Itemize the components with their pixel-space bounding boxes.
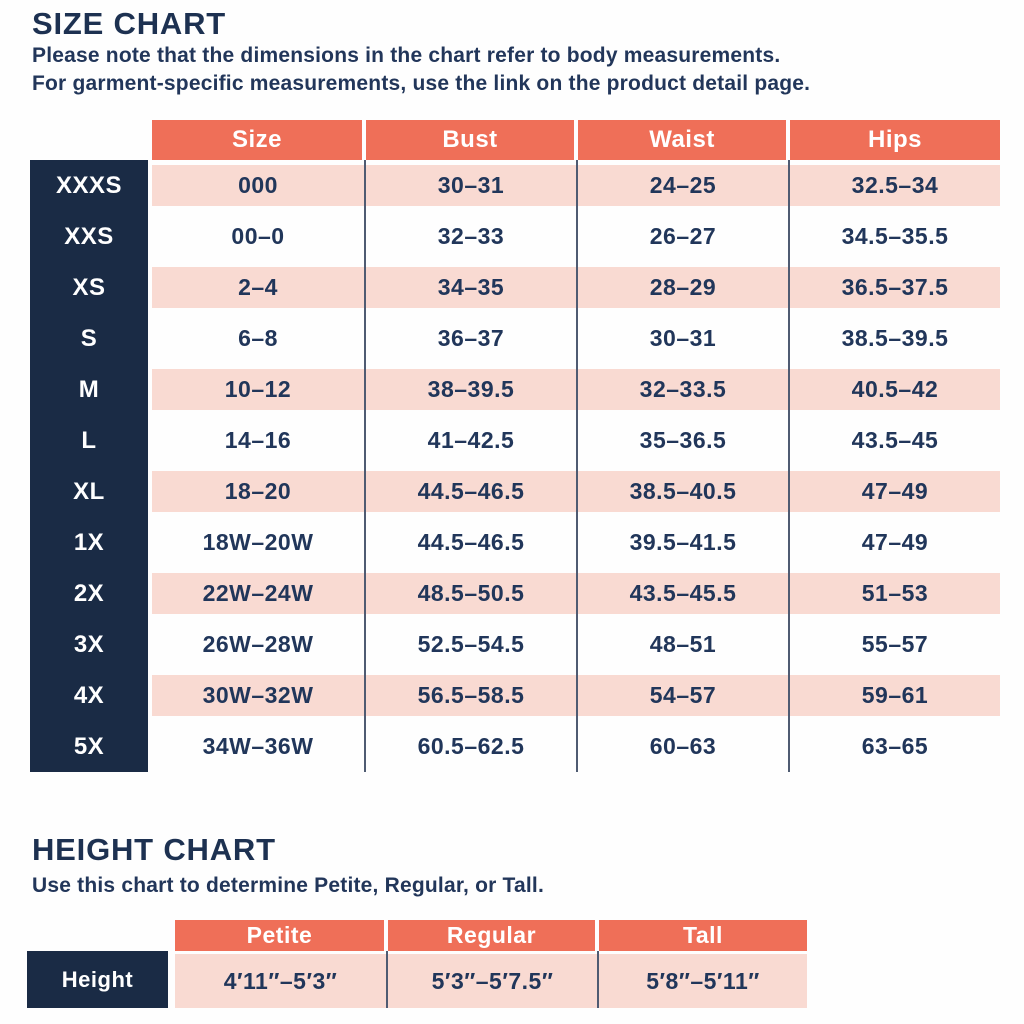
cell-size: 26W–28W xyxy=(202,631,314,657)
cell-hips: 47–49 xyxy=(861,529,929,555)
cell-petite-range: 4′11″–5′3″ xyxy=(175,954,386,1008)
table-row-m xyxy=(30,364,1000,415)
table-row-xxs xyxy=(30,211,1000,262)
row-label: XXXS xyxy=(30,160,148,211)
cell-bust: 30–31 xyxy=(366,165,576,206)
cell-size: 18W–20W xyxy=(202,529,314,555)
table-row-5x xyxy=(30,721,1000,772)
header-corner-spacer xyxy=(30,120,148,160)
cell-size: 10–12 xyxy=(152,369,364,410)
table-row-1x xyxy=(30,517,1000,568)
row-label: 4X xyxy=(30,670,148,721)
cell-bust: 44.5–46.5 xyxy=(417,529,525,555)
height-chart-subtitle: Use this chart to determine Petite, Regular, or Tall. xyxy=(32,874,545,897)
table-row-s xyxy=(30,313,1000,364)
row-label: L xyxy=(30,415,148,466)
cell-waist: 28–29 xyxy=(578,267,788,308)
cell-waist: 30–31 xyxy=(649,325,717,351)
cell-size: 30W–32W xyxy=(152,675,364,716)
cell-size: 22W–24W xyxy=(152,573,364,614)
row-label-height: Height xyxy=(27,951,168,1008)
cell-hips: 43.5–45 xyxy=(851,427,939,453)
column-header-hips: Hips xyxy=(790,120,1000,160)
cell-hips: 51–53 xyxy=(790,573,1000,614)
cell-regular-range: 5′3″–5′7.5″ xyxy=(388,954,597,1008)
header-corner-spacer xyxy=(27,920,168,951)
cell-waist: 39.5–41.5 xyxy=(629,529,737,555)
cell-hips: 47–49 xyxy=(790,471,1000,512)
column-header-petite: Petite xyxy=(175,920,384,951)
cell-size: 000 xyxy=(152,165,364,206)
table-row-xxxs xyxy=(30,160,1000,211)
size-chart-title: SIZE CHART xyxy=(32,6,226,41)
cell-hips: 55–57 xyxy=(861,631,929,657)
cell-waist: 26–27 xyxy=(649,223,717,249)
size-chart-header-row xyxy=(30,120,1000,160)
height-chart-header-row xyxy=(27,920,807,951)
row-label: S xyxy=(30,313,148,364)
row-label: XS xyxy=(30,262,148,313)
cell-bust: 38–39.5 xyxy=(366,369,576,410)
column-header-waist: Waist xyxy=(578,120,786,160)
cell-hips: 63–65 xyxy=(861,733,929,759)
cell-tall-range: 5′8″–5′11″ xyxy=(599,954,807,1008)
table-row-l xyxy=(30,415,1000,466)
cell-bust: 34–35 xyxy=(366,267,576,308)
height-chart-table xyxy=(27,920,807,1008)
cell-bust: 32–33 xyxy=(437,223,505,249)
cell-hips: 38.5–39.5 xyxy=(841,325,949,351)
row-label: 1X xyxy=(30,517,148,568)
cell-size: 00–0 xyxy=(231,223,285,249)
cell-size: 2–4 xyxy=(152,267,364,308)
row-label: XL xyxy=(30,466,148,517)
size-chart-subtitle-line1: Please note that the dimensions in the chart refer to body measurements. xyxy=(32,44,781,67)
row-label: 5X xyxy=(30,721,148,772)
cell-bust: 41–42.5 xyxy=(427,427,515,453)
cell-waist: 54–57 xyxy=(578,675,788,716)
row-label: M xyxy=(30,364,148,415)
cell-bust: 56.5–58.5 xyxy=(366,675,576,716)
cell-hips: 59–61 xyxy=(790,675,1000,716)
table-row-2x xyxy=(30,568,1000,619)
height-row xyxy=(27,951,807,1008)
size-chart-subtitle xyxy=(32,42,810,98)
cell-bust: 48.5–50.5 xyxy=(366,573,576,614)
cell-bust: 60.5–62.5 xyxy=(417,733,525,759)
cell-bust: 36–37 xyxy=(437,325,505,351)
cell-waist: 60–63 xyxy=(649,733,717,759)
row-label: XXS xyxy=(30,211,148,262)
table-row-xl xyxy=(30,466,1000,517)
table-row-xs xyxy=(30,262,1000,313)
cell-waist: 35–36.5 xyxy=(639,427,727,453)
height-chart-title: HEIGHT CHART xyxy=(32,832,276,867)
row-label: 2X xyxy=(30,568,148,619)
table-row-3x xyxy=(30,619,1000,670)
cell-bust: 52.5–54.5 xyxy=(417,631,525,657)
cell-hips: 36.5–37.5 xyxy=(790,267,1000,308)
cell-waist: 48–51 xyxy=(649,631,717,657)
cell-hips: 32.5–34 xyxy=(790,165,1000,206)
cell-size: 18–20 xyxy=(152,471,364,512)
column-header-regular: Regular xyxy=(388,920,595,951)
cell-size: 34W–36W xyxy=(202,733,314,759)
cell-waist: 24–25 xyxy=(578,165,788,206)
cell-hips: 34.5–35.5 xyxy=(841,223,949,249)
column-header-tall: Tall xyxy=(599,920,807,951)
cell-waist: 43.5–45.5 xyxy=(578,573,788,614)
cell-hips: 40.5–42 xyxy=(790,369,1000,410)
size-chart-subtitle-line2: For garment-specific measurements, use the link on the product detail page. xyxy=(32,72,811,95)
cell-bust: 44.5–46.5 xyxy=(366,471,576,512)
table-row-4x xyxy=(30,670,1000,721)
cell-size: 14–16 xyxy=(224,427,292,453)
column-header-bust: Bust xyxy=(366,120,574,160)
row-label: 3X xyxy=(30,619,148,670)
size-chart-table xyxy=(30,120,1000,772)
cell-size: 6–8 xyxy=(238,325,278,351)
cell-waist: 32–33.5 xyxy=(578,369,788,410)
column-header-size: Size xyxy=(152,120,362,160)
cell-waist: 38.5–40.5 xyxy=(578,471,788,512)
